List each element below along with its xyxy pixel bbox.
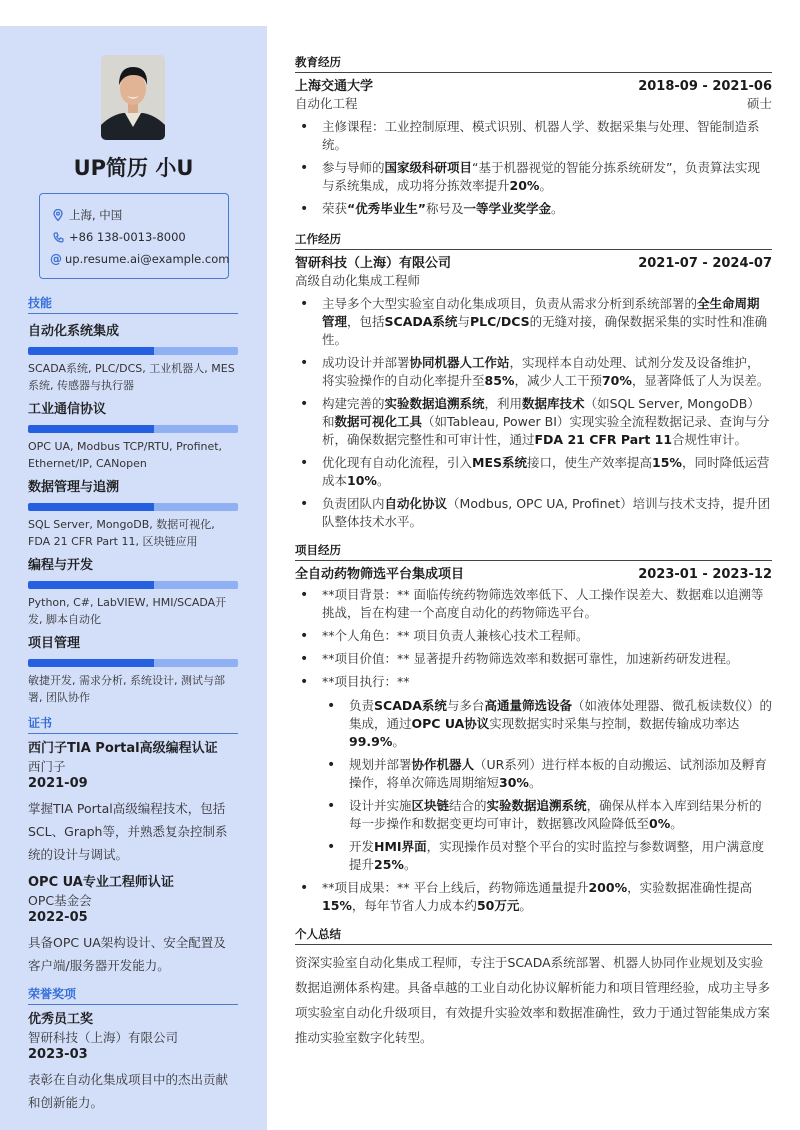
award-date: 2023-03 [28,1047,88,1062]
award-description: 表彰在自动化集成项目中的杰出贡献和创新能力。 [28,1072,229,1110]
emphasis-text: 数据可视化工具 [334,414,423,429]
text-segment: （Modbus, OPC UA, Profinet）培训与技术支持，提升团队整体技术水平。 [322,496,771,529]
emphasis-text: 10% [347,473,377,488]
work-subheader [295,272,772,289]
emphasis-text: 15% [322,898,352,913]
contact-box [39,193,229,279]
work-bullet [295,354,772,390]
emphasis-text: 协作机器人 [411,757,475,772]
emphasis-text: 高通量筛选设备 [484,698,572,713]
sidebar [0,26,267,1130]
skill-name: 数据管理与追溯 [28,480,120,495]
education-dates: 2018-09 - 2021-06 [638,79,772,94]
text-segment: 。 [376,473,390,488]
project-header [295,566,772,583]
emphasis-text: 200% [588,880,628,895]
work-section [295,231,772,531]
text-segment: 。 [403,857,417,872]
text-segment: 与多台 [446,698,485,713]
emphasis-text: PLC/DCS [469,314,530,329]
text-segment: 接口，使生产效率提高 [527,455,653,470]
education-bullet [295,159,772,195]
text-segment: （如SQL Server, MongoDB）和 [322,396,760,429]
phone-icon [50,232,66,243]
emphasis-text: 25% [374,857,404,872]
candidate-name: UP简历 小U [73,156,194,180]
text-segment: ，同时降低运营成本 [322,455,770,488]
text-segment: 规划并部署 [349,757,412,772]
emphasis-text: SCADA系统 [384,314,458,329]
emphasis-text: 85% [484,373,515,388]
emphasis-text: 0% [649,816,671,831]
text-segment: **项目成果：** 平台上线后，药物筛选通量提升 [322,880,589,895]
text-segment: 成功设计并部署 [322,355,410,370]
text-segment: 优化现有自动化流程，引入 [322,455,473,470]
skill-name: 编程与开发 [28,558,94,573]
work-bullet [295,495,772,531]
skill-description: SCADA系统, PLC/DCS, 工业机器人, MES系统, 传感器与执行器 [28,362,235,392]
skill-level-bar [28,659,238,667]
certificate-item [28,740,238,866]
award-issuer: 智研科技（上海）有限公司 [28,1030,179,1045]
work-bullet [295,454,772,490]
at-sign-icon: @ [50,252,62,266]
text-segment: **项目价值：** 显著提升药物筛选效率和数据可靠性，加速新药研发进程。 [322,651,739,666]
emphasis-text: OPC UA协议 [411,716,490,731]
skill-description: 敏捷开发, 需求分析, 系统设计, 测试与部署, 团队协作 [28,674,225,704]
execution-bullet [322,838,772,874]
emphasis-text: 实验数据追溯系统 [384,396,485,411]
text-segment: 。 [539,178,552,193]
profile-photo [101,55,165,140]
email-link[interactable]: up.resume.ai@example.com [65,252,230,266]
text-segment: ，实现操作员对整个平台的实时监控与参数调整，用户满意度提升 [349,839,765,872]
certificates-heading: 证书 [28,714,238,734]
sidebar-content [28,294,238,1122]
summary-section [295,926,772,1050]
text-segment: 的无缝对接，确保数据采集的实时性和准确性。 [322,314,768,347]
emphasis-text: “优秀毕业生” [347,201,426,216]
certificate-date: 2021-09 [28,776,88,791]
skill-item [28,554,238,628]
project-bullets [295,586,772,915]
work-bullet [295,395,772,449]
skill-level-fill [28,425,154,433]
project-dates: 2023-01 - 2023-12 [638,567,772,582]
skill-name: 工业通信协议 [28,402,107,417]
company-name: 智研科技（上海）有限公司 [295,256,452,271]
text-segment: ，利用 [484,396,523,411]
education-subheader [295,95,772,112]
skill-description: Python, C#, LabVIEW, HMI/SCADA开发, 脚本自动化 [28,596,227,626]
education-bullets [295,118,772,218]
certificate-issuer: OPC基金会 [28,893,92,908]
project-name: 全自动药物筛选平台集成项目 [295,567,465,582]
job-title: 高级自动化集成工程师 [295,273,421,288]
emphasis-text: 全生命周期管理 [322,296,760,329]
work-dates: 2021-07 - 2024-07 [638,256,772,271]
project-execution-bullet [295,673,772,874]
text-segment: 合规性审计。 [672,432,748,447]
degree: 硕士 [746,96,772,111]
skill-level-fill [28,347,154,355]
skill-item [28,632,238,706]
text-segment: 负责团队内 [322,496,385,511]
emphasis-text: 自动化协议 [384,496,448,511]
skill-name: 项目管理 [28,636,81,651]
skill-level-bar [28,425,238,433]
emphasis-text: HMI界面 [374,839,427,854]
certificate-title: OPC UA专业工程师认证 [28,875,174,890]
work-bullet [295,295,772,349]
award-item [28,1011,238,1114]
education-header [295,78,772,95]
education-bullet [295,118,772,154]
work-header [295,255,772,272]
text-segment: **个人角色：** 项目负责人兼核心技术工程师。 [322,628,589,643]
certificate-title: 西门子TIA Portal高级编程认证 [28,741,218,756]
emphasis-text: 国家级科研项目 [384,160,473,175]
location-text: 上海, 中国 [69,208,123,222]
execution-bullet [322,797,772,833]
work-bullets [295,295,772,531]
project-heading: 项目经历 [295,542,772,561]
awards-heading: 荣誉奖项 [28,985,238,1005]
emphasis-text: 数据库技术 [522,396,585,411]
emphasis-text: 实验数据追溯系统 [486,798,587,813]
text-segment: “基于机器视觉的智能分拣系统研发”，负责算法实现与系统集成，成功将分拣效率提升 [322,160,760,193]
emphasis-text: 一等学业奖学金 [463,201,551,216]
text-segment: （UR系列）进行样本板的自动搬运、试剂添加及孵育操作，将单次筛选周期缩短 [349,757,767,790]
execution-bullet [322,756,772,792]
emphasis-text: MES系统 [472,455,527,470]
text-segment: 荣获 [322,201,348,216]
emphasis-text: SCADA系统 [374,698,447,713]
execution-sub-bullets [322,697,772,874]
text-segment: 。 [670,816,683,831]
certificate-issuer: 西门子 [28,759,66,774]
text-segment: 主修课程：工业控制原理、模式识别、机器人学、数据采集与处理、智能制造系统。 [322,119,760,152]
text-segment: 。 [392,734,405,749]
skill-level-fill [28,503,154,511]
education-heading: 教育经历 [295,54,772,73]
skill-item [28,320,238,394]
text-segment: 主导多个大型实验室自动化集成项目，负责从需求分析到系统部署的 [322,296,698,311]
certificate-description: 具备OPC UA架构设计、安全配置及客户端/服务器开发能力。 [28,935,226,973]
emphasis-text: 99.9% [349,734,393,749]
text-segment: 。 [519,898,532,913]
emphasis-text: 协同机器人工作站 [409,355,510,370]
text-segment: ，包括 [347,314,385,329]
skill-item [28,476,238,550]
text-segment: 。 [550,201,564,216]
certificate-description: 掌握TIA Portal高级编程技术，包括SCL、Graph等，并熟悉复杂控制系统的设计与调试。 [28,801,228,862]
emphasis-text: 15% [652,455,682,470]
education-section [295,54,772,218]
skill-level-fill [28,659,154,667]
project-bullet [295,586,772,622]
text-segment: （如液体处理器、微孔板读数仪）的集成，通过 [349,698,772,731]
text-segment: 负责 [349,698,375,713]
phone-text: +86 138-0013-8000 [69,230,186,244]
skill-level-fill [28,581,154,589]
text-segment: ，实现样本自动处理、试剂分发及设备维护，将实验操作的自动化率提升至 [322,355,760,388]
contact-location [50,204,228,226]
certificate-date: 2022-05 [28,910,88,925]
major: 自动化工程 [295,96,358,111]
execution-bullet [322,697,772,751]
skills-list [28,320,238,706]
text-segment: ，确保从样本入库到结果分析的每一步操作和数据变更均可审计，数据篡改风险降低至 [349,798,762,831]
emphasis-text: 70% [601,373,632,388]
skill-description: SQL Server, MongoDB, 数据可视化, FDA 21 CFR Part 11, 区块链应用 [28,518,215,548]
skill-name: 自动化系统集成 [28,324,120,339]
skill-item [28,398,238,472]
text-segment: 设计并实施 [349,798,412,813]
emphasis-text: 区块链 [411,798,450,813]
emphasis-text: 30% [499,775,529,790]
skill-level-bar [28,347,238,355]
skills-heading: 技能 [28,294,238,314]
project-bullet [295,650,772,668]
emphasis-text: 20% [509,178,540,193]
map-pin-icon [50,209,66,221]
text-segment: **项目背景：** 面临传统药物筛选效率低下、人工操作误差大、数据难以追溯等挑战，旨在构建一个高度自动化的药物筛选平台。 [322,587,764,620]
work-heading: 工作经历 [295,231,772,250]
education-bullet [295,200,772,218]
certificate-item [28,874,238,977]
text-segment: ，显著降低了人为误差。 [631,373,770,388]
contact-phone [50,226,228,248]
main-content [295,54,772,1050]
skill-description: OPC UA, Modbus TCP/RTU, Profinet, Ethernet/IP, CANopen [28,440,223,470]
text-segment: 开发 [349,839,375,854]
text-segment: 实现数据实时采集与控制，数据传输成功率达 [489,716,740,731]
project-bullet [295,627,772,645]
summary-text: 资深实验室自动化集成工程师，专注于SCADA系统部署、机器人协同作业规划及实验数据追溯体系构建。具备卓越的工业自动化协议解析能力和项目管理经验，成功主导多项实验室自动化升级项目，有效提升实验效率和数据准确性，致力于通过智能集成方案推动实验室数字化转型。 [295,955,771,1045]
text-segment: 。 [528,775,542,790]
skill-level-bar [28,503,238,511]
summary-heading: 个人总结 [295,926,772,945]
contact-email[interactable] [50,248,228,270]
execution-label: **项目执行：** [322,674,410,689]
award-title: 优秀员工奖 [28,1012,94,1027]
text-segment: ，减少人工干预 [514,373,602,388]
text-segment: ，实验数据准确性提高 [627,880,753,895]
project-section [295,542,772,915]
text-segment: 参与导师的 [322,160,385,175]
school-name: 上海交通大学 [295,79,374,94]
emphasis-text: 50万元 [476,898,520,913]
skill-level-bar [28,581,238,589]
awards-list [28,1011,238,1114]
project-bullet [295,879,772,915]
text-segment: ，每年节省人力成本约 [351,898,477,913]
text-segment: 与 [457,314,470,329]
text-segment: 构建完善的 [322,396,385,411]
text-segment: 称号及 [425,201,464,216]
certificates-list [28,740,238,977]
emphasis-text: FDA 21 CFR Part 11 [534,432,673,447]
text-segment: 结合的 [449,798,487,813]
text-segment: （如Tableau, Power BI）实现实验全流程数据记录、查询与分析，确保数据完整性和可审计性，通过 [322,414,770,447]
